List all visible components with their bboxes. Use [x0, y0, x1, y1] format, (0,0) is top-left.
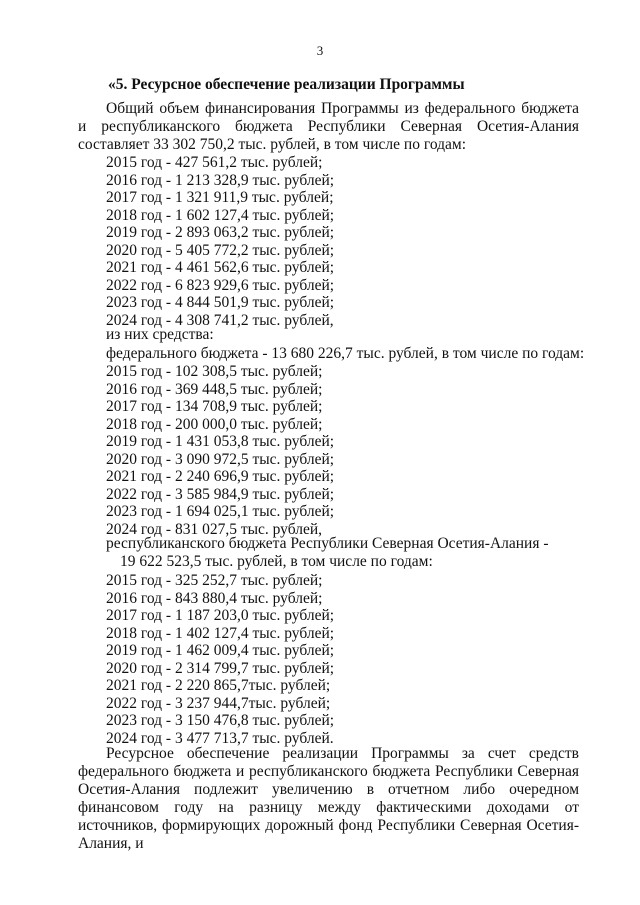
list-item: 2022 год - 6 823 929,6 тыс. рублей; — [106, 276, 335, 294]
list-item: 2021 год - 2 240 696,9 тыс. рублей; — [106, 468, 335, 485]
list-item: 2017 год - 1 187 203,0 тыс. рублей; — [106, 607, 335, 624]
list-item: 2017 год - 134 708,9 тыс. рублей; — [106, 398, 323, 415]
total-by-year-list — [106, 154, 334, 329]
list-item: 2018 год - 200 000,0 тыс. рублей; — [106, 415, 323, 433]
list-item: 2019 год - 1 431 053,8 тыс. рублей; — [106, 433, 335, 450]
list-item: 2023 год - 4 844 501,9 тыс. рублей; — [106, 294, 335, 311]
republic-intro-line: республиканского бюджета Республики Северная Осетия-Алания - — [106, 535, 549, 552]
federal-by-year-list — [106, 363, 334, 538]
list-item: 2022 год - 3 237 944,7тыс. рублей; — [106, 694, 331, 712]
list-item: 2019 год - 2 893 063,2 тыс. рублей; — [106, 224, 335, 241]
list-item: 2024 год - 3 477 713,7 тыс. рублей. — [106, 729, 334, 747]
list-item: 2020 год - 2 314 799,7 тыс. рублей; — [106, 659, 335, 677]
list-item: 2024 год - 4 308 741,2 тыс. рублей, — [106, 311, 334, 329]
list-item: 2019 год - 1 462 009,4 тыс. рублей; — [106, 642, 335, 659]
list-item: 2022 год - 3 585 984,9 тыс. рублей; — [106, 485, 335, 503]
federal-intro-line: федерального бюджета - 13 680 226,7 тыс. рублей, в том числе по годам: — [106, 345, 585, 362]
list-item: 2024 год - 831 027,5 тыс. рублей, — [106, 520, 323, 538]
list-item: 2020 год - 5 405 772,2 тыс. рублей; — [106, 241, 335, 259]
list-item: 2023 год - 3 150 476,8 тыс. рублей; — [106, 712, 335, 729]
list-item: 2015 год - 102 308,5 тыс. рублей; — [106, 363, 323, 380]
list-item: 2021 год - 4 461 562,6 тыс. рублей; — [106, 259, 335, 276]
list-item: 2018 год - 1 602 127,4 тыс. рублей; — [106, 206, 335, 224]
list-item: 2021 год - 2 220 865,7тыс. рублей; — [106, 677, 331, 694]
republic-total-line: 19 622 523,5 тыс. рублей, в том числе по годам: — [120, 553, 433, 570]
republic-by-year-list — [106, 572, 334, 747]
list-item: 2023 год - 1 694 025,1 тыс. рублей; — [106, 503, 335, 520]
list-item: 2017 год - 1 321 911,9 тыс. рублей; — [106, 189, 334, 206]
of-them-line: из них средства: — [106, 326, 214, 343]
list-item: 2016 год - 369 448,5 тыс. рублей; — [106, 380, 323, 398]
page-number: 3 — [316, 43, 324, 58]
closing-paragraph: Ресурсное обеспечение реализации Программы за счет средств федерального бюджета и республиканского бюджета Республики Северная Осетия-Алания подлежит увеличению в отчетном либо очередном финансовом году на разницу между фактическими доходами от источников, формирующих дорожный фонд Республики Северная Осетия-Алания, и — [78, 745, 579, 852]
list-item: 2016 год - 1 213 328,9 тыс. рублей; — [106, 171, 335, 189]
intro-paragraph: Общий объем финансирования Программы из федерального бюджета и республиканского бюджета Республики Северная Осетия-Алания составляет 33 302 750,2 тыс. рублей, в том числе по годам: — [78, 100, 579, 153]
list-item: 2020 год - 3 090 972,5 тыс. рублей; — [106, 450, 335, 468]
list-item: 2016 год - 843 880,4 тыс. рублей; — [106, 589, 323, 607]
list-item: 2018 год - 1 402 127,4 тыс. рублей; — [106, 624, 335, 642]
list-item: 2015 год - 427 561,2 тыс. рублей; — [106, 154, 323, 171]
list-item: 2015 год - 325 252,7 тыс. рублей; — [106, 572, 323, 589]
section-heading: «5. Ресурсное обеспечение реализации Программы — [108, 76, 465, 93]
